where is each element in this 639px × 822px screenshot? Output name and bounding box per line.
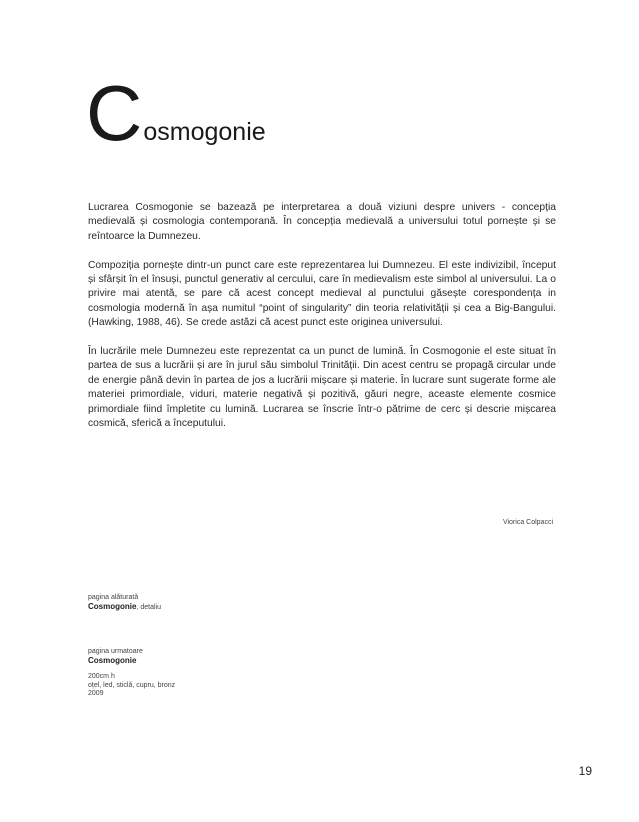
- caption-adjacent-page: [88, 594, 161, 612]
- caption-title: Cosmogonie: [88, 655, 137, 665]
- caption-label: pagina urmatoare: [88, 648, 143, 655]
- author-signature: Viorica Colpacci: [502, 519, 553, 526]
- paragraph: Lucrarea Cosmogonie se bazează pe interpretarea a două viziuni despre univers - concepția medievală și cosmologia contemporană. În concepția medievală a universului totul pornește și se reîntoarce la Dumnezeu.: [88, 202, 556, 242]
- caption-next-page: [88, 648, 175, 699]
- title-rest: osmogonie: [143, 118, 266, 146]
- caption-label: pagina alăturată: [88, 594, 139, 601]
- caption-year: 2009: [88, 690, 104, 697]
- paragraph: În lucrările mele Dumnezeu este reprezentat ca un punct de lumină. În Cosmogonie el este situat în partea de sus a lucrării și are în jurul său simbolul Trinității. Din acest centru se propagă circular unde de energie până devin în partea de jos a lucrării mișcare și materie. În lucrare sunt sugerate forme ale materiei primordiale, viduri, materie negativă și pozitivă, găuri negre, aceaste elemente cosmice primordiale fiind împletite cu lumină. Lucrarea se înscrie într-o pătrime de cerc și descrie mișcarea cosmică, sferică a începutului.: [88, 346, 556, 430]
- caption-materials: oțel, led, sticlă, cupru, bronz: [88, 681, 176, 689]
- page-title: [86, 69, 266, 157]
- page-number: 19: [578, 764, 592, 778]
- title-initial: C: [86, 69, 143, 157]
- caption-title: Cosmogonie: [88, 601, 137, 611]
- caption-dimensions: 200cm h: [88, 673, 115, 680]
- caption-suffix: , detaliu: [136, 603, 161, 611]
- paragraph: Compoziția pornește dintr-un punct care este reprezentarea lui Dumnezeu. El este indivizibil, început și sfârșit în el însuși, punctul generativ al cercului, care în medievalism este simbol al universului. La o privire mai atentă, se pare că acest concept medieval al punctului găsește corespondența in cosmologia modernă în așa numitul “point of singularity” din teoria relativității și cea a Big-Bangului. (Hawking, 1988, 46). Se crede astăzi că acest punct este originea universului.: [88, 259, 556, 329]
- body-text: [88, 201, 556, 446]
